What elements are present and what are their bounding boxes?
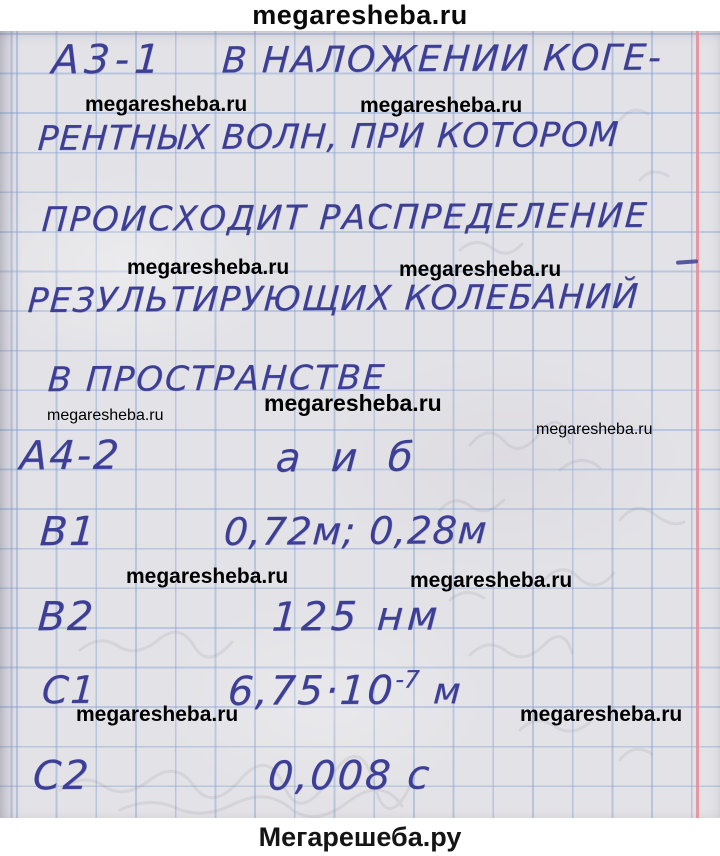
handwriting-line-4: РЕЗУЛЬТИРУЮЩИХ КОЛЕБАНИЙ [26, 276, 641, 322]
answer-value-unit: м [431, 671, 464, 713]
answer-id: В2 [36, 593, 97, 641]
handwriting-line-5: В ПРОСТРАНСТВЕ [46, 357, 388, 401]
site-watermark-header: megaresheba.ru [252, 0, 468, 30]
watermark: megaresheba.ru [76, 703, 239, 726]
answer-id: В1 [38, 508, 99, 556]
handwriting-line-2: РЕНТНЫХ ВОЛН, ПРИ КОТОРОМ [36, 114, 621, 160]
answer-id: А4-2 [18, 432, 123, 480]
watermark: megaresheba.ru [264, 390, 442, 416]
watermark: megaresheba.ru [85, 93, 248, 116]
handwriting-line-3: ПРОИСХОДИТ РАСПРЕДЕЛЕНИЕ [40, 195, 650, 241]
watermark: megaresheba.ru [520, 703, 683, 726]
watermark: megaresheba.ru [410, 569, 573, 592]
answer-value: 125 нм [270, 593, 443, 641]
answer-value-exponent: -7 [394, 665, 421, 694]
watermark: megaresheba.ru [47, 407, 164, 424]
watermark: megaresheba.ru [127, 256, 290, 279]
answer-id: С2 [31, 752, 92, 800]
answer-value-base: 6,75·10 [226, 667, 397, 715]
answer-id: С1 [40, 667, 99, 713]
answer-value: 0,72м; 0,28м [222, 508, 489, 554]
footer-band [0, 818, 720, 856]
watermark: megaresheba.ru [536, 421, 653, 438]
watermark: megaresheba.ru [126, 565, 289, 588]
problem-id: А3-1 [50, 36, 167, 84]
answer-value [226, 665, 464, 715]
answer-value: а и б [274, 434, 424, 482]
watermark: megaresheba.ru [360, 94, 523, 117]
stray-ink-dash [676, 259, 698, 264]
watermark: megaresheba.ru [399, 258, 562, 281]
handwriting-line-1: В НАЛОЖЕНИИ КОГЕ- [220, 37, 665, 82]
site-caption-footer: Мегарешеба.ру [258, 821, 462, 852]
answer-value: 0,008 с [266, 752, 433, 800]
